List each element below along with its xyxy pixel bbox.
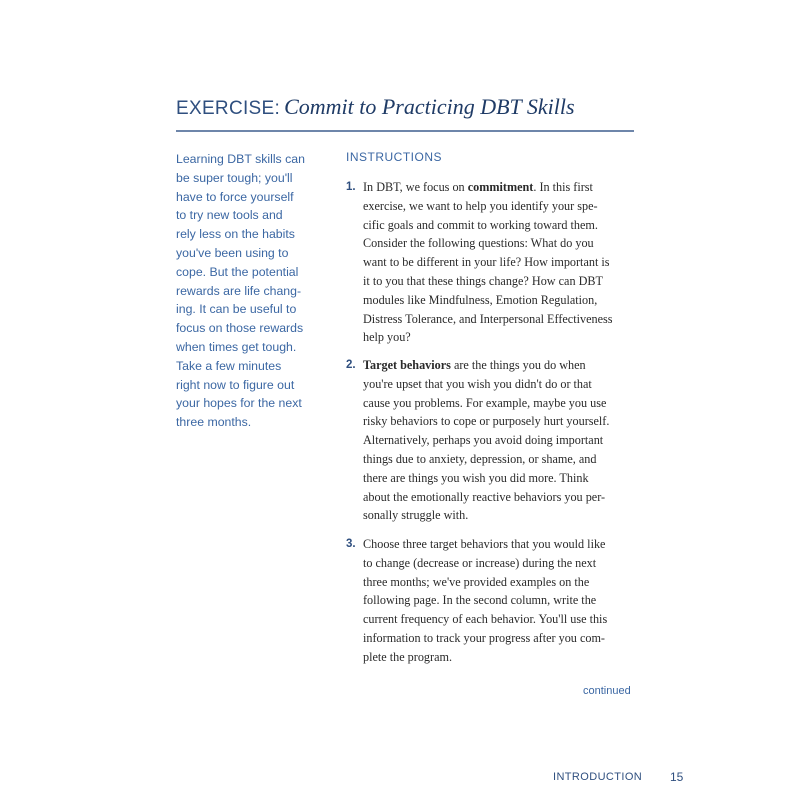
item-line: information to track your progress after you com- [363, 630, 605, 645]
item-line: Consider the following questions: What do you [363, 236, 594, 251]
exercise-header [176, 94, 636, 120]
item-number: 1. [346, 181, 356, 193]
item-line: risky behaviors to cope or purposely hurt yourself. [363, 414, 610, 429]
commitment-term: commitment [467, 180, 534, 194]
exercise-title: Commit to Practicing DBT Skills [284, 94, 575, 119]
item-number: 2. [346, 359, 356, 371]
item-text-run: are the things you do when [450, 358, 586, 372]
sidebar-line: Take a few minutes [176, 358, 282, 373]
item-line: three months; we've provided examples on the [363, 574, 590, 589]
item-text [363, 178, 638, 347]
sidebar-line: your hopes for the next [176, 396, 302, 411]
footer-section-title: INTRODUCTION [553, 771, 643, 783]
item-line: current frequency of each behavior. You'll use this [363, 612, 608, 627]
sidebar-line: Learning DBT skills can [176, 152, 305, 166]
item-line: modules like Mindfulness, Emotion Regulation, [363, 292, 598, 307]
sidebar-line: cope. But the potential [176, 264, 299, 279]
sidebar-line: rewards are life chang- [176, 283, 302, 298]
item-line: want to be different in your life? How important is [363, 255, 610, 270]
sidebar-line: ing. It can be useful to [176, 302, 297, 317]
item-text [363, 356, 638, 525]
sidebar-line: rely less on the habits [176, 227, 295, 242]
item-line: there are things you wish you did more. Think [363, 470, 589, 485]
item-line: things due to anxiety, depression, or shame, and [363, 451, 597, 466]
target-behaviors-term: Target behaviors [363, 358, 451, 372]
continued-label: continued [583, 685, 631, 697]
item-line: cause you problems. For example, maybe you use [363, 395, 607, 410]
item-line: to change (decrease or increase) during the next [363, 555, 597, 570]
item-line: about the emotionally reactive behaviors you per- [363, 489, 606, 504]
item-text-run: In DBT, we focus on [363, 180, 468, 194]
header-divider [176, 130, 634, 132]
item-line: it to you that these things change? How can DBT [363, 273, 603, 288]
item-number: 3. [346, 538, 356, 550]
sidebar-line: you've been using to [176, 245, 289, 260]
sidebar-line: be super tough; you'll [176, 170, 293, 185]
item-line: cific goals and commit to working toward them. [363, 217, 598, 232]
sidebar-line: right now to figure out [176, 377, 295, 392]
item-line: Choose three target behaviors that you would like [363, 537, 606, 551]
sidebar-line: have to force yourself [176, 189, 294, 204]
item-line: plete the program. [363, 649, 453, 664]
exercise-label: EXERCISE: [176, 98, 281, 119]
page-number: 15 [670, 770, 684, 784]
item-text-run: . In this first [533, 180, 593, 194]
item-text [363, 535, 638, 667]
item-line: help you? [363, 330, 411, 345]
item-line: Alternatively, perhaps you avoid doing important [363, 433, 604, 448]
sidebar-line: to try new tools and [176, 208, 283, 223]
item-line [363, 178, 638, 197]
item-line: exercise, we want to help you identify your spe- [363, 198, 598, 213]
sidebar-note [176, 150, 311, 432]
sidebar-line: focus on those rewards [176, 321, 304, 336]
item-line: Distress Tolerance, and Interpersonal Effectiveness [363, 311, 613, 326]
item-line: you're upset that you wish you didn't do or that [363, 376, 592, 391]
sidebar-line: when times get tough. [176, 339, 297, 354]
item-line: sonally struggle with. [363, 508, 469, 523]
instructions-heading: INSTRUCTIONS [346, 150, 442, 164]
item-line [363, 356, 638, 375]
sidebar-line: three months. [176, 415, 252, 430]
item-line: following page. In the second column, write the [363, 593, 597, 608]
